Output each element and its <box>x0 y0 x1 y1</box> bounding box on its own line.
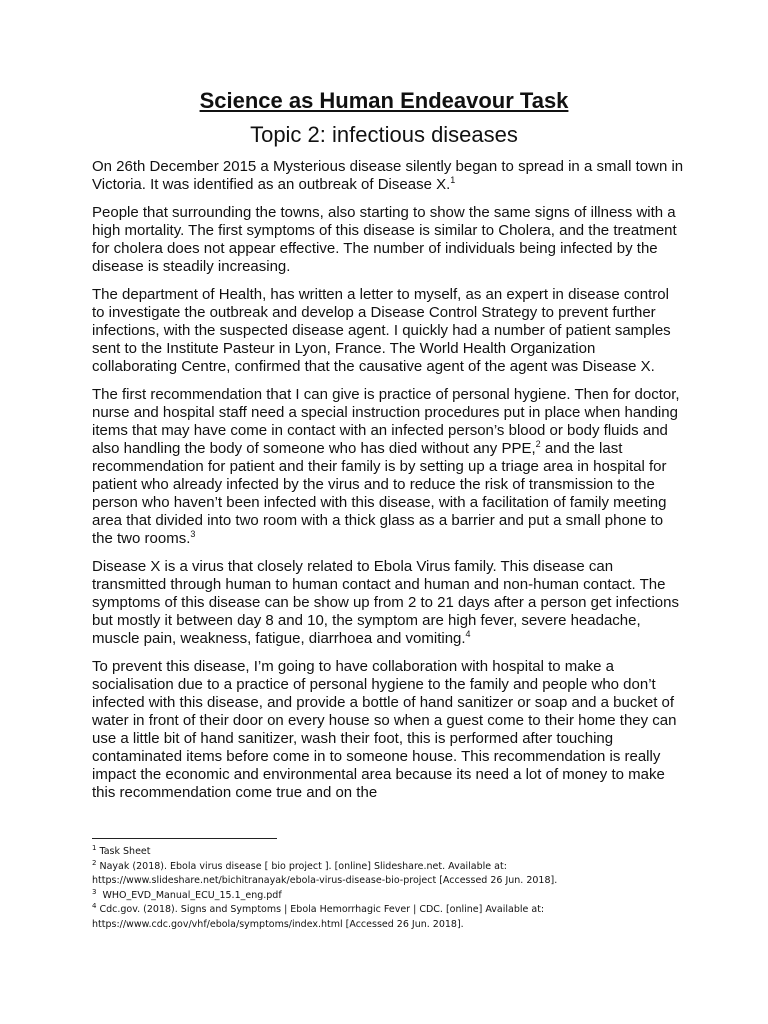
paragraph-5 <box>92 558 684 648</box>
footnote-number: 2 <box>92 858 97 867</box>
paragraph-2 <box>92 204 684 276</box>
document-body <box>92 158 684 812</box>
paragraph-3 <box>92 286 684 376</box>
footnote-3 <box>92 889 692 904</box>
footnote-text: Cdc.gov. (2018). Signs and Symptoms | Ebola Hemorrhagic Fever | CDC. [online] Available at: <box>99 904 545 915</box>
document-subtitle: Topic 2: infectious diseases <box>250 122 518 147</box>
paragraph-text: On 26th December 2015 a Mysterious disease silently began to spread in a small town in Victoria. It was identified as an outbreak of Disease X. <box>92 158 684 193</box>
paragraph-text: The first recommendation that I can give is practice of personal hygiene. Then for doctor, nurse and hospital staff need a special instruction procedures put in place when handing items that may have come in contact with an infected person’s blood or body fluids and also handling the body of someone who has died without any PPE, <box>92 386 680 457</box>
paragraph-text: People that surrounding the towns, also starting to show the same signs of illness with a high mortality. The first symptoms of this disease is similar to Cholera, and the treatment for cholera does not appear effective. The number of individuals being infected by the disease is steadily increasing. <box>92 204 677 275</box>
footnote-2-cont <box>92 874 692 889</box>
paragraph-text: Disease X is a virus that closely related to Ebola Virus family. This disease can transmitted through human to human contact and human and non-human contact. The symptoms of this disease can be show up from 2 to 21 days after a person get infections but mostly it between day 8 and 10, the symptom are high fever, severe headache, muscle pain, weakness, fatigue, diarrhoea and vomiting. <box>92 558 679 647</box>
document-title: Science as Human Endeavour Task <box>199 88 569 113</box>
footnote-ref: 3 <box>190 529 196 539</box>
footnote-1 <box>92 845 692 860</box>
footnote-number: 4 <box>92 901 97 910</box>
footnote-4 <box>92 903 692 918</box>
paragraph-text: To prevent this disease, I’m going to have collaboration with hospital to make a socialisation due to a practice of personal hygiene to the family and people who don’t infected with this disease, and provide a bottle of hand sanitizer or soap and a bucket of water in front of their door on every house so when a guest come to their home they can use a little bit of hand sanitizer, wash their foot, this is performed after touching contaminated items before come in to someone house. This recommendation is really impact the economic and environmental area because its need a lot of money to make this recommendation come true and on the <box>92 658 677 801</box>
footnote-text: WHO_EVD_Manual_ECU_15.1_eng.pdf <box>102 889 282 901</box>
footnote-link[interactable]: https://www.slideshare.net/bichitranayak/ebola-virus-disease-bio-project [Accessed 26 Jun. 2018]. <box>92 875 558 886</box>
paragraph-6 <box>92 658 684 802</box>
footnotes <box>92 845 692 932</box>
footnote-4-cont <box>92 918 692 933</box>
footnote-text: Nayak (2018). Ebola virus disease [ bio project ]. [online] Slideshare.net. Available at: <box>99 860 507 872</box>
paragraph-text: and the last recommendation for patient and their family is by setting up a triage area in hospital for patient who already infected by the virus and to reduce the risk of transmission to the person who haven’t been infected with this disease, with a facilitation of family meeting area that divided into two room with a thick glass as a barrier and put a small phone to the two rooms. <box>92 440 667 547</box>
footnote-ref: 4 <box>465 629 471 639</box>
footnote-text: Task Sheet <box>99 846 151 857</box>
paragraph-1 <box>92 158 684 194</box>
footnote-link[interactable]: https://www.cdc.gov/vhf/ebola/symptoms/index.html [Accessed 26 Jun. 2018]. <box>92 918 464 930</box>
paragraph-text: The department of Health, has written a letter to myself, as an expert in disease control to investigate the outbreak and develop a Disease Control Strategy to prevent further infections, with the suspected disease agent. I quickly had a number of patient samples sent to the Institute Pasteur in Lyon, France. The World Health Organization collaborating Centre, confirmed that the causative agent of the agent was Disease X. <box>92 286 671 375</box>
paragraph-4 <box>92 386 684 548</box>
footnote-2 <box>92 860 692 875</box>
footnote-ref: 1 <box>450 175 456 185</box>
footnote-number: 1 <box>92 843 97 852</box>
footnote-ref: 2 <box>535 439 541 449</box>
footnote-divider <box>92 838 277 839</box>
footnote-number: 3 <box>92 887 97 896</box>
